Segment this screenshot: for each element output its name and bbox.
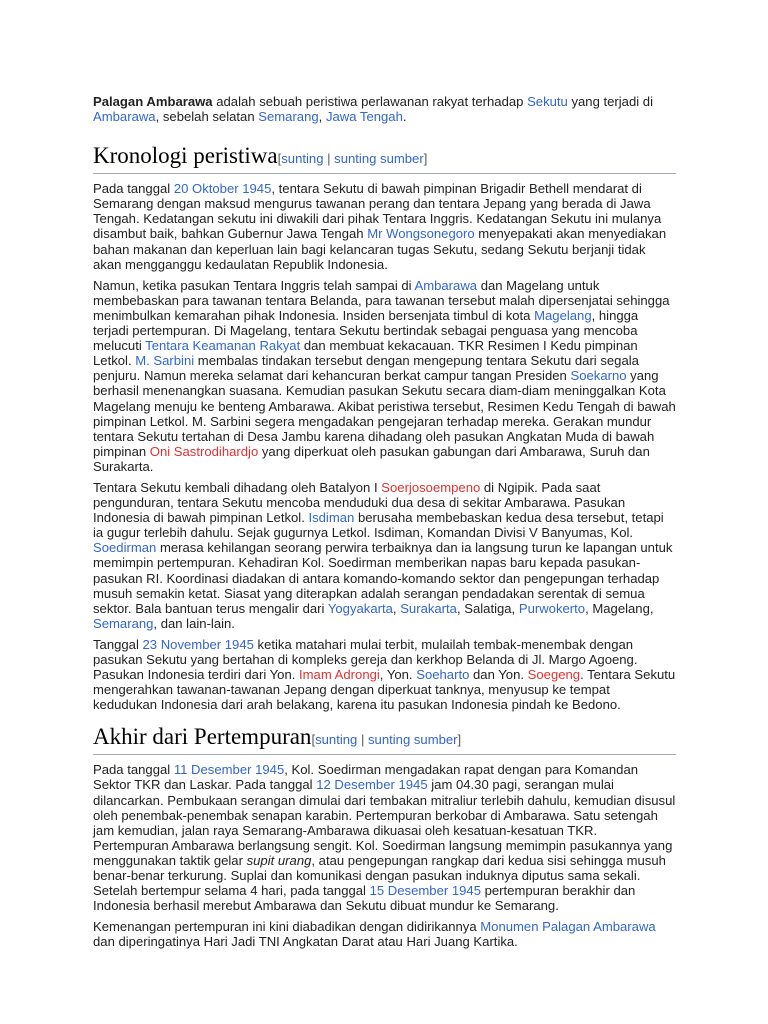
article-content [93,94,676,956]
link-date[interactable]: 20 Oktober 1945 [173,181,272,197]
paragraph: Tanggal 23 November 1945 ketika matahari mulai terbit, mulailah tembak-menembak dengan pasukan Sekutu yang bertahan di kompleks gereja dan kerkhop Belanda di Jl. Margo Agoeng. Pasukan Indonesia terdiri dari Yon. Imam Adrongi, Yon. Soeharto dan Yon. Soegeng. Tentara Sekutu mengerahkan tawanan-tawanan Jepang dengan diperkuat tanknya, menyusup ke tempat kedudukan Indonesia dari arah belakang, karena itu pasukan Indonesia pindah ke Bedono. [93,636,676,713]
link-purwokerto[interactable]: Purwokerto [518,600,586,616]
redlink-imam-adrongi[interactable]: Imam Adrongi [299,667,380,683]
italic-term: supit urang [246,852,312,868]
link-jawa-tengah[interactable]: Jawa Tengah [325,109,403,125]
link-yogyakarta[interactable]: Yogyakarta [327,600,393,616]
link-soeharto[interactable]: Soeharto [416,667,470,683]
paragraph: Tentara Sekutu kembali dihadang oleh Batalyon I Soerjosoempeno di Ngipik. Pada saat pengunduran, tentara Sekutu mencoba menduduki dua desa di sekitar Ambarawa. Pasukan Indonesia di bawah pimpinan Letkol. Isdiman berusaha membebaskan kedua desa tersebut, tetapi ia gugur terlebih dahulu. Sejak gugurnya Letkol. Isdiman, Komandan Divisi V Banyumas, Kol. Soedirman merasa kehilangan seorang perwira terbaiknya dan ia langsung turun ke lapangan untuk memimpin pertempuran. Kehadiran Kol. Soedirman memberikan napas baru kepada pasukan-pasukan RI. Koordinasi diadakan di antara komando-komando sektor dan pengepungan terhadap musuh semakin ketat. Siasat yang diterapkan adalah serangan pendadakan serentak di semua sektor. Bala bantuan terus mengalir dari Yogyakarta, Surakarta, Salatiga, Purwokerto, Magelang, Semarang, dan lain-lain. [93,479,673,631]
link-ambarawa[interactable]: Ambarawa [414,277,478,293]
paragraph: Kemenangan pertempuran ini kini diabadikan dengan didirikannya Monumen Palagan Ambarawa dan diperingatinya Hari Jadi TNI Angkatan Darat atau Hari Juang Kartika. [93,919,656,950]
section-heading-akhir-pertempuran [93,724,676,755]
intro-paragraph: Palagan Ambarawa adalah sebuah peristiwa perlawanan rakyat terhadap Sekutu yang terjadi di Ambarawa, sebelah selatan Semarang, Jawa Tengah. [93,94,653,125]
section-title: Kronologi peristiwa [93,143,278,169]
link-isdiman[interactable]: Isdiman [308,510,355,526]
section-heading-kronologi [93,143,676,174]
redlink-oni-sastrodihardjo[interactable]: Oni Sastrodihardjo [149,443,259,459]
link-soedirman[interactable]: Soedirman [93,540,157,556]
article-subject: Palagan Ambarawa [93,94,213,109]
link-date[interactable]: 15 Desember 1945 [369,883,481,899]
edit-source-link[interactable]: sunting sumber [334,151,424,167]
link-sekutu[interactable]: Sekutu [527,94,568,109]
link-magelang[interactable]: Magelang [534,307,592,323]
edit-section-links: [sunting | sunting sumber] [311,732,462,748]
edit-section-links: [sunting | sunting sumber] [277,151,428,167]
link-surakarta[interactable]: Surakarta [400,600,457,616]
section-title: Akhir dari Pertempuran [93,724,312,750]
link-semarang[interactable]: Semarang [93,615,154,631]
paragraph: Pada tanggal 20 Oktober 1945, tentara Sekutu di bawah pimpinan Brigadir Bethell mendarat di Semarang dengan maksud mengurus tawanan perang dan tentara Jepang yang berada di Jawa Tengah. Kedatangan sekutu ini diwakili dari pihak Tentara Inggris. Kedatangan Sekutu ini mulanya disambut baik, bahkan Gubernur Jawa Tengah Mr Wongsonegoro menyepakati akan menyediakan bahan makanan dan keperluan lain bagi kelancaran tugas Sekutu, sedang Sekutu berjanji tidak akan mengganggu kedaulatan Republik Indonesia. [93,181,667,272]
link-sarbini[interactable]: M. Sarbini [135,353,195,369]
edit-link[interactable]: sunting [315,732,358,748]
link-date[interactable]: 23 November 1945 [142,636,254,652]
link-ambarawa[interactable]: Ambarawa [93,109,156,125]
link-semarang[interactable]: Semarang [258,109,319,125]
edit-link[interactable]: sunting [281,151,324,167]
redlink-soerjosoempeno[interactable]: Soerjosoempeno [381,479,481,495]
link-date[interactable]: 12 Desember 1945 [316,777,428,793]
edit-source-link[interactable]: sunting sumber [368,732,458,748]
link-tkr[interactable]: Tentara Keamanan Rakyat [145,338,301,354]
paragraph: Pada tanggal 11 Desember 1945, Kol. Soedirman mengadakan rapat dengan para Komandan Sektor TKR dan Laskar. Pada tanggal 12 Desember 1945 jam 04.30 pagi, serangan mulai dilancarkan. Pembukaan serangan dimulai dari tembakan mitraliur terlebih dahulu, kemudian disusul oleh penembak-penembak senapan karabin. Pertempuran berkobar di Ambarawa. Satu setengah jam kemudian, jalan raya Semarang-Ambarawa dikuasai oleh kesatuan-kesatuan TKR. Pertempuran Ambarawa berlangsung sengit. Kol. Soedirman langsung memimpin pasukannya yang menggunakan taktik gelar supit urang, atau pengepungan rangkap dari kedua sisi sehingga musuh benar-benar terkurung. Suplai dan komunikasi dengan pasukan induknya diputus sama sekali. Setelah bertempur selama 4 hari, pada tanggal 15 Desember 1945 pertempuran berakhir dan Indonesia berhasil merebut Ambarawa dan Sekutu dibuat mundur ke Semarang. [93,762,676,914]
redlink-soegeng[interactable]: Soegeng [527,667,581,683]
link-date[interactable]: 11 Desember 1945 [173,762,285,778]
link-monumen-palagan-ambarawa[interactable]: Monumen Palagan Ambarawa [480,919,656,935]
link-soekarno[interactable]: Soekarno [570,368,627,384]
paragraph: Namun, ketika pasukan Tentara Inggris telah sampai di Ambarawa dan Magelang untuk membebaskan para tawanan tentara Belanda, para tawanan tersebut malah dipersenjatai sehingga menimbulkan kemarahan pihak Indonesia. Insiden bersenjata timbul di kota Magelang, hingga terjadi pertempuran. Di Magelang, tentara Sekutu bertindak sebagai penguasa yang mencoba melucuti Tentara Keamanan Rakyat dan membuat kekacauan. TKR Resimen I Kedu pimpinan Letkol. M. Sarbini membalas tindakan tersebut dengan mengepung tentara Sekutu dari segala penjuru. Namun mereka selamat dari kehancuran berkat campur tangan Presiden Soekarno yang berhasil menenangkan suasana. Kemudian pasukan Sekutu secara diam-diam meninggalkan Kota Magelang menuju ke benteng Ambarawa. Akibat peristiwa tersebut, Resimen Kedu Tengah di bawah pimpinan Letkol. M. Sarbini segera mengadakan pengejaran terhadap mereka. Gerakan mundur tentara Sekutu tertahan di Desa Jambu karena dihadang oleh pasukan Angkatan Muda di bawah pimpinan Oni Sastrodihardjo yang diperkuat oleh pasukan gabungan dari Ambarawa, Suruh dan Surakarta. [93,277,676,474]
link-wongsonegoro[interactable]: Mr Wongsonegoro [367,226,475,242]
